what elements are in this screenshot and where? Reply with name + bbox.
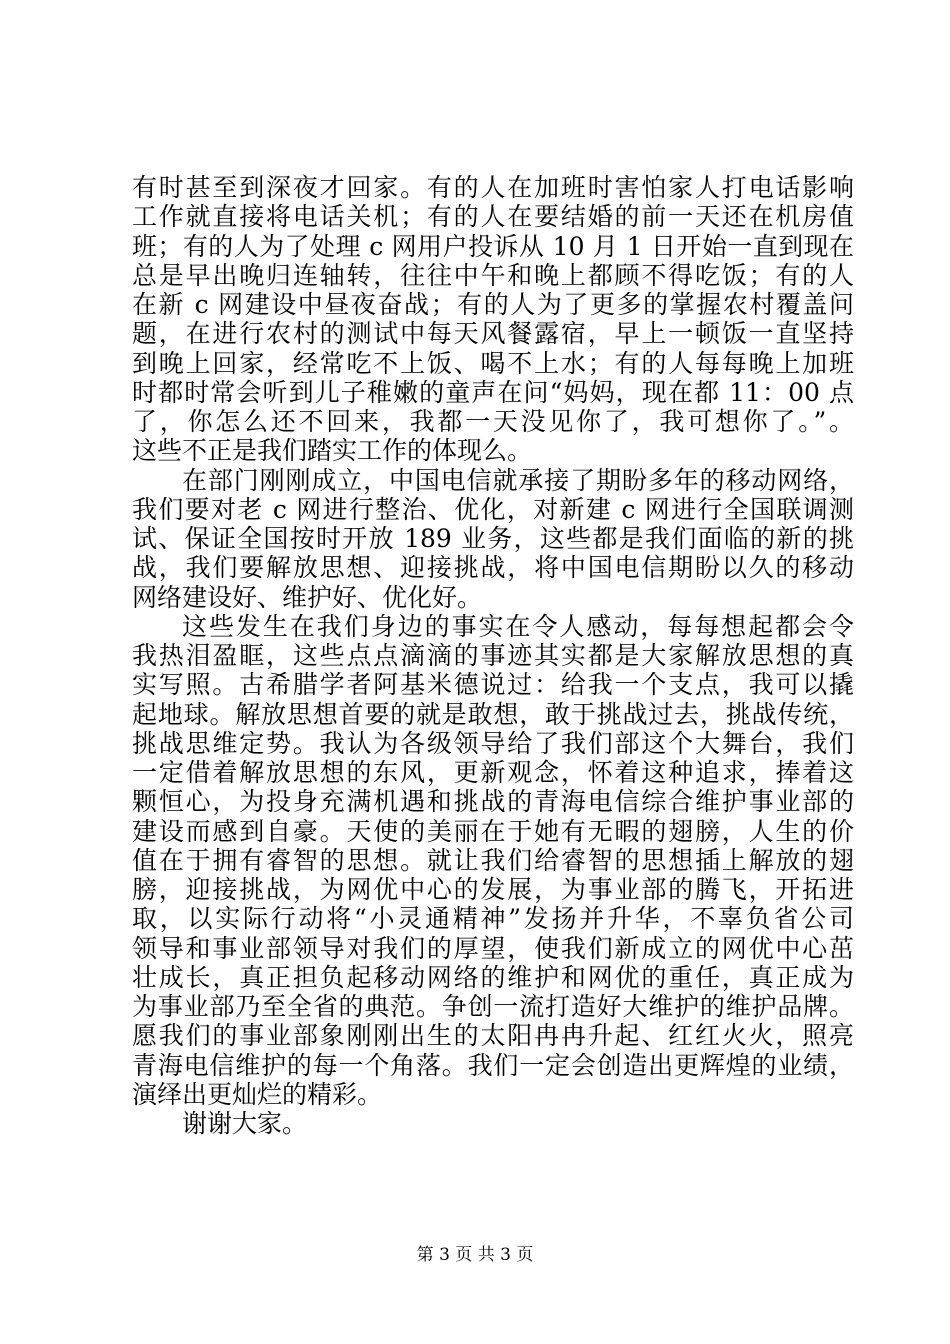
text-line: 颗恒心，为投身充满机遇和挑战的青海电信综合维护事业部的	[132, 787, 854, 817]
text-line: 青海电信维护的每一个角落。我们一定会创造出更辉煌的业绩，	[132, 1050, 854, 1080]
text-line: 总是早出晚归连轴转，往往中午和晚上都顾不得吃饭；有的人	[132, 260, 854, 290]
text-line: 为事业部乃至全省的典范。争创一流打造好大维护的维护品牌。	[132, 992, 854, 1021]
text-line: 演绎出更灿烂的精彩。	[132, 1079, 383, 1109]
text-line: 我们要对老 c 网进行整治、优化，对新建 c 网进行全国联调测	[132, 494, 854, 524]
text-line: 实写照。古希腊学者阿基米德说过：给我一个支点，我可以撬	[132, 670, 854, 700]
text-line: 题，在进行农村的测试中每天风餐露宿，早上一顿饭一直坚持	[132, 319, 854, 349]
text-line: 起地球。解放思想首要的就是敢想，敢于挑战过去，挑战传统，	[132, 699, 854, 729]
document-body	[132, 173, 854, 1138]
text-line: 一定借着解放思想的东风，更新观念，怀着这种追求，捧着这	[132, 758, 854, 787]
paragraph-1	[132, 173, 854, 466]
text-line: 时都时常会听到儿子稚嫩的童声在问“妈妈，现在都 11：00 点	[132, 377, 854, 407]
text-line: 建设而感到自豪。天使的美丽在于她有无暇的翅膀，人生的价	[132, 816, 854, 846]
text-line: 这些不正是我们踏实工作的体现么。	[132, 436, 533, 466]
text-line: 工作就直接将电话关机；有的人在要结婚的前一天还在机房值	[132, 202, 854, 232]
text-line: 挑战思维定势。我认为各级领导给了我们部这个大舞台，我们	[132, 728, 854, 758]
text-line: 网络建设好、维护好、优化好。	[132, 582, 483, 612]
text-line: 领导和事业部领导对我们的厚望，使我们新成立的网优中心茁	[132, 933, 854, 963]
paragraph-closing	[132, 1109, 854, 1138]
text-line: 了，你怎么还不回来，我都一天没见你了，我可想你了。”。	[132, 407, 854, 436]
text-line: 壮成长，真正担负起移动网络的维护和网优的重任，真正成为	[132, 962, 854, 992]
text-line: 愿我们的事业部象刚刚出生的太阳冉冉升起、红红火火，照亮	[132, 1021, 854, 1051]
text-line: 这些发生在我们身边的事实在令人感动，每每想起都会令	[182, 611, 854, 641]
text-line: 在新 c 网建设中昼夜奋战；有的人为了更多的掌握农村覆盖问	[132, 290, 854, 319]
text-line: 值在于拥有睿智的思想。就让我们给睿智的思想插上解放的翅	[132, 845, 854, 875]
text-line: 膀，迎接挑战，为网优中心的发展，为事业部的腾飞，开拓进	[132, 875, 854, 904]
text-line: 取，以实际行动将“小灵通精神”发扬并升华，不辜负省公司	[132, 904, 854, 934]
text-line: 战，我们要解放思想、迎接挑战，将中国电信期盼以久的移动	[132, 553, 854, 583]
text-line: 到晚上回家，经常吃不上饭、喝不上水；有的人每每晚上加班	[132, 348, 854, 378]
text-line: 有时甚至到深夜才回家。有的人在加班时害怕家人打电话影响	[132, 173, 854, 202]
text-line: 在部门刚刚成立，中国电信就承接了期盼多年的移动网络，	[182, 465, 854, 495]
text-line: 我热泪盈眶，这些点点滴滴的事迹其实都是大家解放思想的真	[132, 641, 854, 670]
page-number-footer: 第 3 页 共 3 页	[416, 1245, 534, 1265]
text-line: 试、保证全国按时开放 189 业务，这些都是我们面临的新的挑	[132, 524, 854, 553]
paragraph-3	[132, 612, 854, 1109]
text-line: 班；有的人为了处理 c 网用户投诉从 10 月 1 日开始一直到现在	[132, 231, 854, 261]
text-line: 谢谢大家。	[182, 1109, 308, 1138]
paragraph-2	[132, 466, 854, 612]
